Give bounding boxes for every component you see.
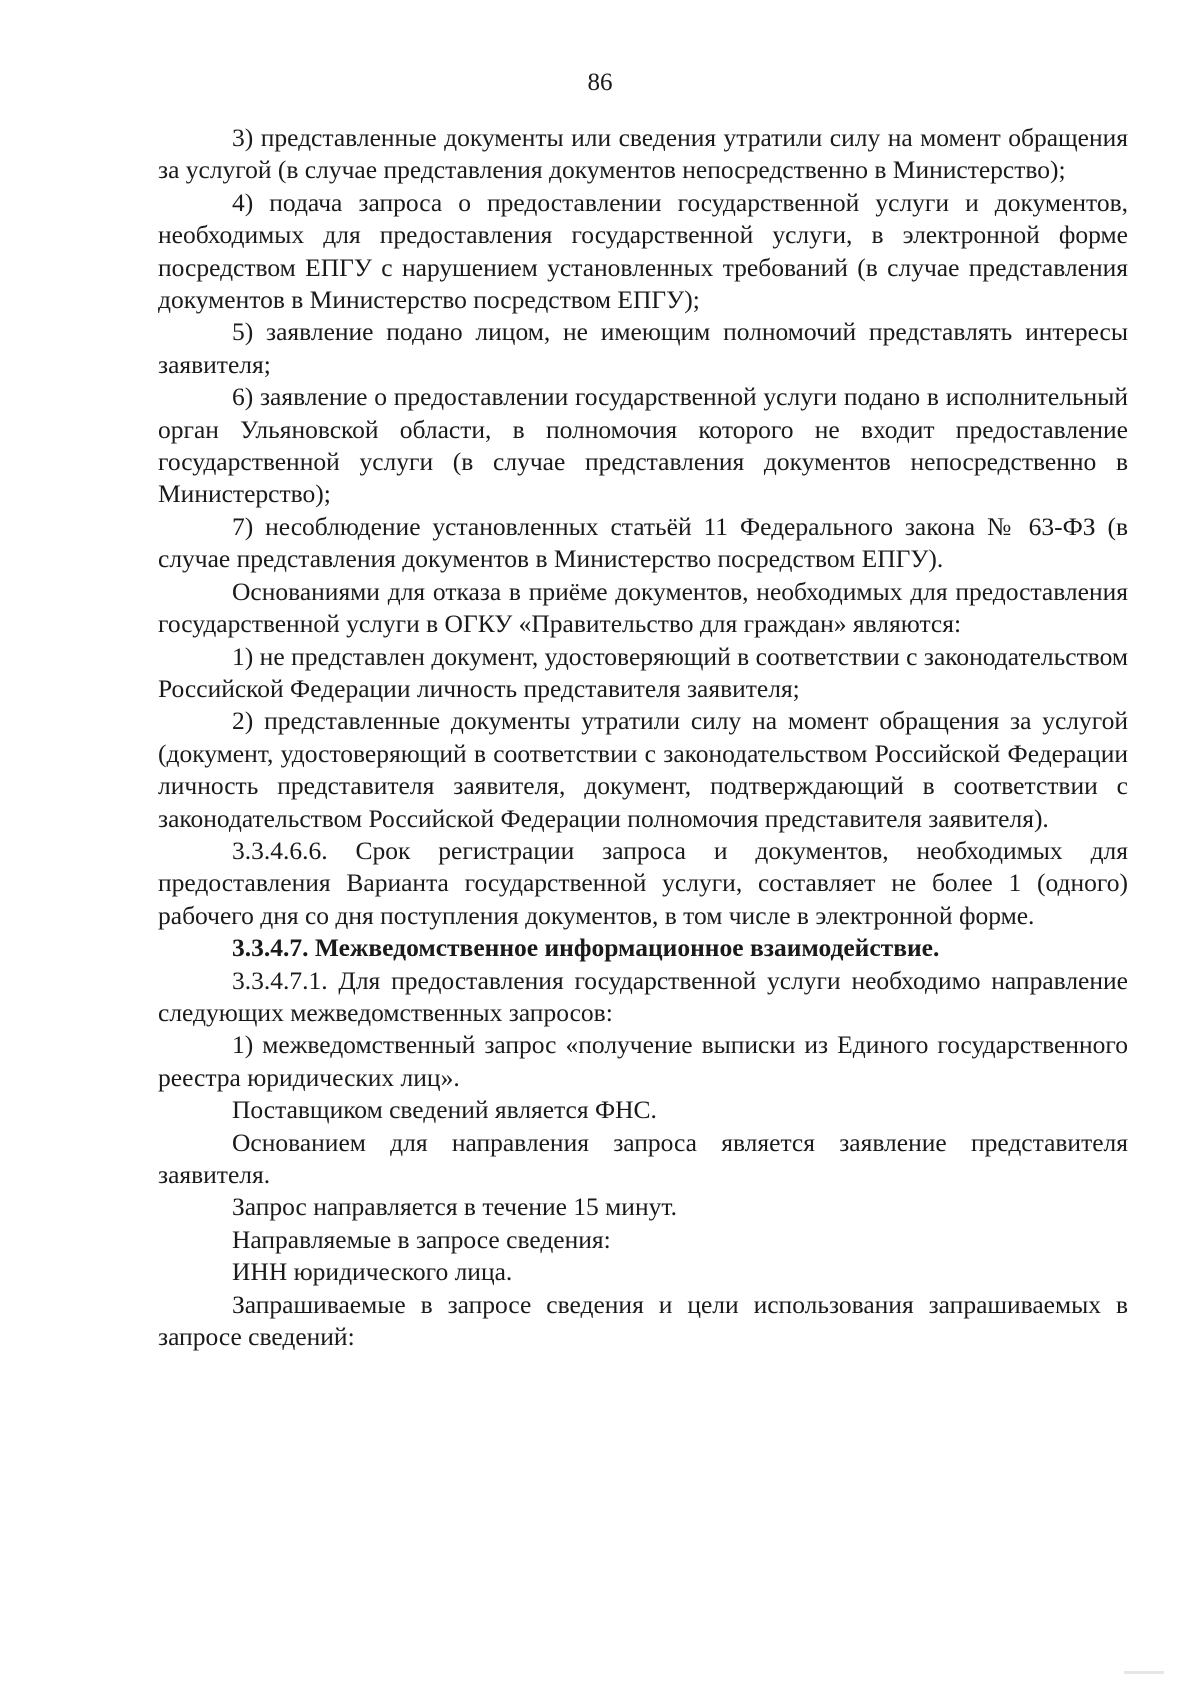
paragraph-item-3: 3) представленные документы или сведения утратили силу на момент обращения за услугой (в случае представления документов непосредственно в Министерство);	[158, 123, 1128, 185]
paragraph-item-4: 4) подача запроса о предоставлении государственной услуги и документов, необходимых для предоставления государственной услуги, в электронной форме посредством ЕПГУ с нарушением установленных требований (в случае представления документов в Министерство посредством ЕПГУ);	[158, 187, 1128, 315]
paragraph-refusal-item-1: 1) не представлен документ, удостоверяющий в соответствии с законодательством Российской Федерации личность представителя заявителя;	[158, 641, 1128, 703]
paragraph-interagency-requests: 3.3.4.7.1. Для предоставления государственной услуги необходимо направление следующих межведомственных запросов:	[158, 965, 1128, 1027]
paragraph-request-timing: Запрос направляется в течение 15 минут.	[232, 1192, 677, 1222]
paragraph-registration-term: 3.3.4.6.6. Срок регистрации запроса и документов, необходимых для предоставления Варианта государственной услуги, составляет не более 1 (одного) рабочего дня со дня поступления документов, в том числе в электронной форме.	[158, 835, 1128, 930]
section-heading: 3.3.4.7. Межведомственное информационное взаимодействие.	[232, 933, 940, 963]
paragraph-inn: ИНН юридического лица.	[232, 1257, 513, 1287]
paragraph-item-7: 7) несоблюдение установленных статьёй 11 Федерального закона № 63-ФЗ (в случае представления документов в Министерство посредством ЕПГУ).	[158, 511, 1128, 574]
paragraph-refusal-item-2: 2) представленные документы утратили силу на момент обращения за услугой (документ, удостоверяющий в соответствии с законодательством Российской Федерации личность представителя заявителя, документ, подтверждающий в соответствии с законодательством Российской Федерации полномочия представителя заявителя).	[158, 706, 1128, 833]
scan-artifact	[1124, 1671, 1164, 1674]
page-number: 86	[587, 69, 613, 96]
document-body	[158, 122, 1128, 1353]
paragraph-item-5: 5) заявление подано лицом, не имеющим полномочий представлять интересы заявителя;	[158, 317, 1128, 379]
paragraph-supplier: Поставщиком сведений является ФНС.	[232, 1095, 657, 1125]
paragraph-requested-info: Запрашиваемые в запросе сведения и цели использования запрашиваемых в запросе сведений:	[158, 1289, 1128, 1352]
paragraph-request-item-1: 1) межведомственный запрос «получение выписки из Единого государственного реестра юридических лиц».	[158, 1030, 1128, 1092]
paragraph-request-basis: Основанием для направления запроса является заявление представителя заявителя.	[158, 1127, 1128, 1189]
paragraph-refusal-grounds: Основаниями для отказа в приёме документов, необходимых для предоставления государственной услуги в ОГКУ «Правительство для граждан» являются:	[158, 576, 1128, 639]
paragraph-sent-info: Направляемые в запросе сведения:	[232, 1224, 611, 1254]
paragraph-item-6: 6) заявление о предоставлении государственной услуги подано в исполнительный орган Ульяновской области, в полномочия которого не входит предоставление государственной услуги (в случае представления документов непосредственно в Министерство);	[158, 382, 1128, 509]
